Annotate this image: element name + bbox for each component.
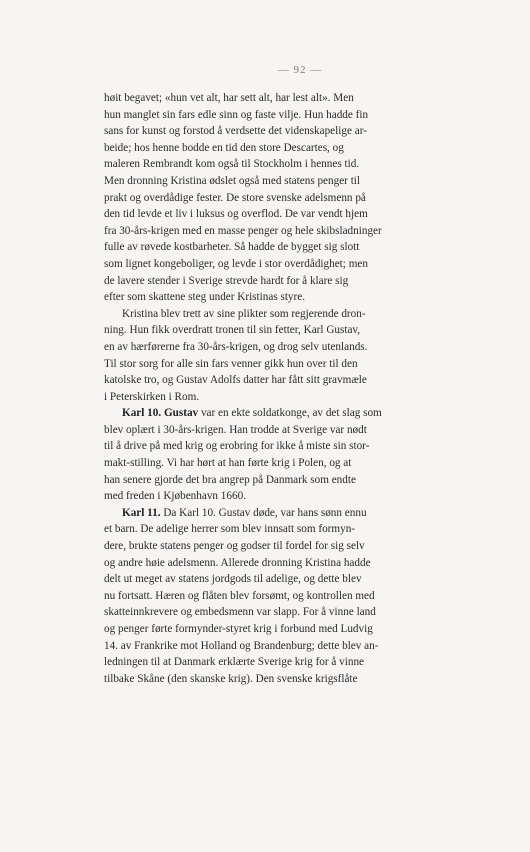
- book-page: [104, 60, 496, 687]
- text-line: fra 30-års-krigen med en masse penger og hele skibsladninger: [104, 224, 382, 237]
- text-line: efter som skattene steg under Kristinas styre.: [104, 291, 306, 304]
- text-line: og andre høie adelsmenn. Allerede dronning Kristina hadde: [104, 556, 371, 569]
- text-line: maleren Rembrandt kom også til Stockholm i hennes tid.: [104, 158, 360, 171]
- text-line: til å drive på med krig og erobring for ikke å miste sin stor-: [104, 440, 370, 453]
- text-line: skatteinnkrevere og embedsmenn var slapp. For å vinne land: [104, 606, 376, 619]
- text-line: et barn. De adelige herrer som blev innsatt som formyn-: [104, 523, 356, 536]
- text-line: den tid levde et liv i luksus og overflod. De var vendt hjem: [104, 208, 368, 221]
- text-line: prakt og overdådige fester. De store svenske adelsmenn på: [104, 191, 366, 204]
- text-line: 14. av Frankrike mot Holland og Brandenburg; dette blev an-: [104, 639, 379, 652]
- text-line: katolske tro, og Gustav Adolfs datter har fått sitt gravmæle: [104, 374, 367, 387]
- text-line: dere, brukte statens penger og godser til fordel for sig selv: [104, 540, 365, 553]
- text-line: sans for kunst og forstod å verdsette det videnskapelige ar-: [104, 125, 367, 138]
- text-line: Til stor sorg for alle sin fars venner gikk hun over til den: [104, 357, 358, 370]
- section-heading: Karl 10. Gustav: [122, 407, 199, 420]
- text-line: beide; hos henne bodde en tid den store Descartes, og: [104, 141, 344, 154]
- text-line: makt-stilling. Vi har hørt at han førte krig i Polen, og at: [104, 457, 352, 470]
- text-line: fulle av røvede kostbarheter. Så hadde de bygget sig slott: [104, 241, 360, 254]
- text-line: ning. Hun fikk overdratt tronen til sin fetter, Karl Gustav,: [104, 324, 361, 337]
- text-line: ledningen til at Danmark erklærte Sverige krig for å vinne: [104, 656, 365, 669]
- text-line: Men dronning Kristina ødslet også med statens penger til: [104, 174, 361, 187]
- text-line: delt ut meget av statens jordgods til adelige, og dette blev: [104, 573, 362, 586]
- text-line: med freden i Kjøbenhavn 1660.: [104, 490, 246, 503]
- text-line: og penger førte formynder-styret krig i forbund med Ludvig: [104, 623, 373, 635]
- text-line: som lignet kongeboliger, og levde i stor overdådighet; men: [104, 257, 368, 270]
- text-line: blev oplært i 30-års-krigen. Han trodde at Sverige var nødt: [104, 423, 367, 436]
- text-line: de lavere stender i Sverige strevde hardt for å klare sig: [104, 274, 349, 287]
- text-line: høit begavet; «hun vet alt, har sett alt, har lest alt». Men: [104, 92, 354, 104]
- text-line: han senere gjorde det bra angrep på Danmark som endte: [104, 473, 356, 486]
- text-line: [104, 505, 496, 522]
- text-line: en av hærførerne fra 30-års-krigen, og drog selv utenlands.: [104, 340, 368, 353]
- text-line-rest: var en ekte soldatkonge, av det slag som: [198, 407, 382, 420]
- text-line: Kristina blev trett av sine plikter som regjerende dron-: [122, 307, 366, 320]
- body-text: [104, 90, 496, 687]
- page-number: — 92 —: [277, 64, 323, 76]
- text-line-rest: Da Karl 10. Gustav døde, var hans sønn ennu: [160, 506, 367, 519]
- section-heading: Karl 11.: [122, 506, 161, 519]
- text-line: tilbake Skåne (den skanske krig). Den svenske krigsflåte: [104, 672, 358, 685]
- text-line: i Peterskirken i Rom.: [104, 390, 200, 403]
- text-line: [104, 405, 496, 422]
- text-line: hun manglet sin fars edle sinn og faste vilje. Hun hadde fin: [104, 108, 369, 121]
- text-line: nu fortsatt. Hæren og flåten blev forsømt, og kontrollen med: [104, 589, 375, 602]
